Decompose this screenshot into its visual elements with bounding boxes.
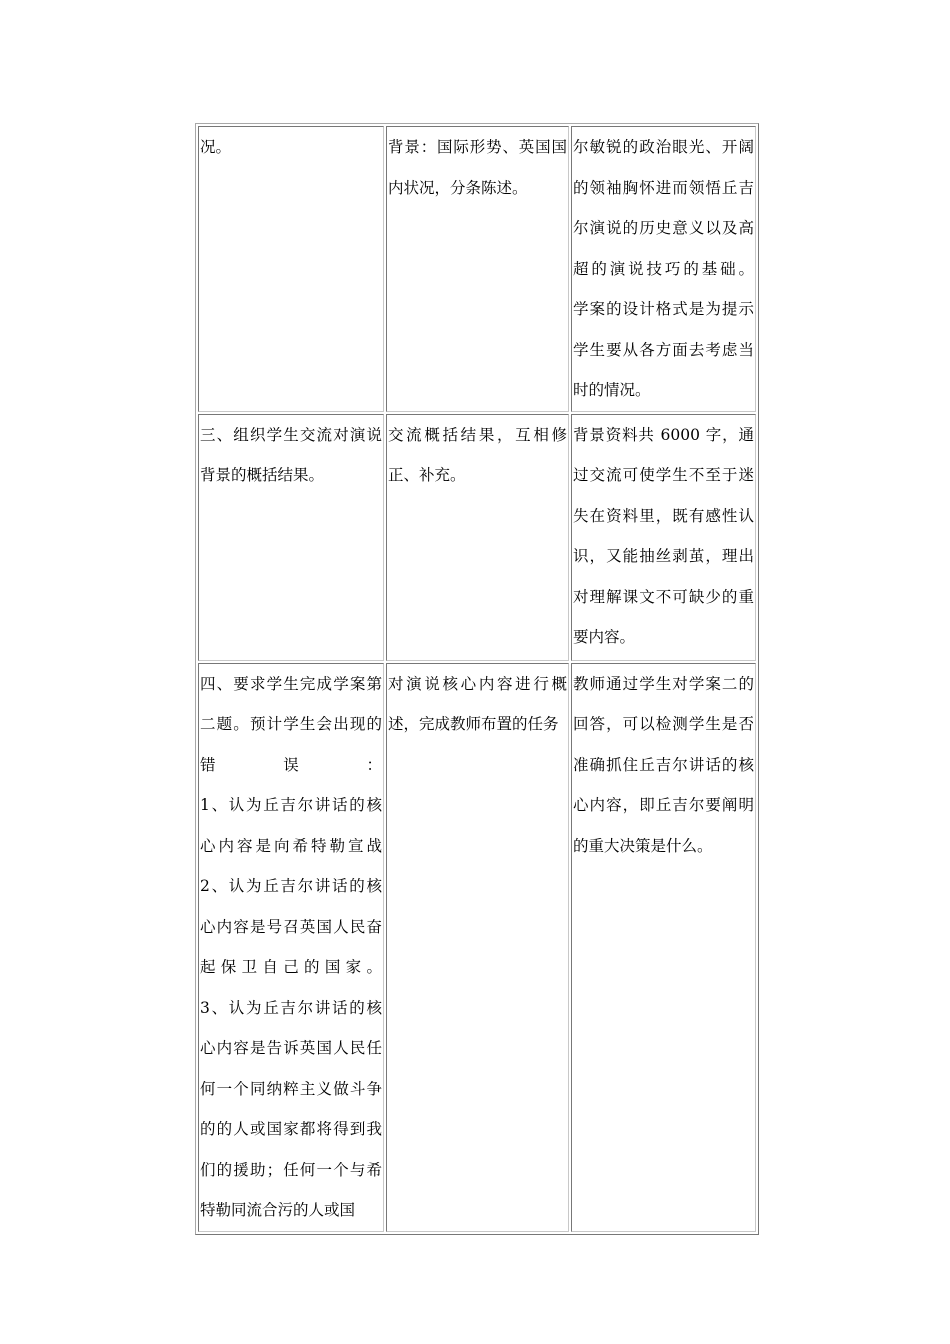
- cell-text-line: 对演说核心内容进行概: [388, 674, 567, 693]
- cell-text: [388, 415, 567, 496]
- cell-text-line: 要内容。: [573, 628, 636, 646]
- teacher-activity-cell: [198, 126, 384, 412]
- cell-text-line: 错误：: [200, 755, 382, 774]
- cell-text-line: 教师通过学生对学案二的: [573, 674, 754, 693]
- cell-text-line: 2、认为丘吉尔讲话的核: [200, 877, 382, 895]
- cell-text-line: 尔演说的历史意义以及高: [573, 219, 754, 237]
- table-row: [198, 126, 756, 412]
- cell-text-line: 的领袖胸怀进而领悟丘吉: [573, 178, 754, 197]
- cell-text-line: 何一个同纳粹主义做斗争: [200, 1079, 382, 1098]
- cell-text-line: 四、要求学生完成学案第: [200, 674, 382, 693]
- student-activity-cell: [386, 126, 569, 412]
- cell-text-line: 3、认为丘吉尔讲话的核: [200, 998, 382, 1017]
- cell-text-line: 二题。预计学生会出现的: [200, 715, 382, 733]
- teacher-activity-cell: [198, 414, 384, 661]
- cell-text-line: 失在资料里，既有感性认: [573, 506, 754, 525]
- cell-text-line: 背景资料共 6000 字，通: [573, 425, 754, 444]
- table-row: [198, 663, 756, 1232]
- cell-text-line: 回答，可以检测学生是否: [573, 715, 754, 733]
- cell-text-line: 的的人或国家都将得到我: [200, 1120, 382, 1138]
- cell-text: [388, 664, 567, 745]
- cell-text-line: 对理解课文不可缺少的重: [573, 587, 754, 606]
- cell-text: [573, 127, 754, 411]
- cell-text: [388, 127, 567, 208]
- cell-text-line: 交流概括结果，互相修: [388, 425, 567, 444]
- cell-text-line: 时的情况。: [573, 381, 651, 399]
- cell-text-line: 1、认为丘吉尔讲话的核: [200, 796, 382, 814]
- cell-text-line: 们的援助；任何一个与希: [200, 1160, 382, 1179]
- cell-text-line: 况。: [200, 138, 232, 156]
- cell-text-line: 尔敏锐的政治眼光、开阔: [573, 138, 754, 156]
- cell-text-line: 起保卫自己的国家。: [200, 958, 382, 976]
- cell-text-line: 背景的概括结果。: [200, 466, 325, 484]
- cell-text: [573, 415, 754, 658]
- cell-text-line: 的重大决策是什么。: [573, 836, 713, 855]
- cell-text-line: 背景：国际形势、英国国: [388, 138, 567, 156]
- cell-text-line: 过交流可使学生不至于迷: [573, 466, 754, 484]
- cell-text-line: 述，完成教师布置的任务: [388, 715, 559, 733]
- cell-text-line: 内状况，分条陈述。: [388, 178, 528, 197]
- design-intent-cell: [571, 663, 756, 1232]
- cell-text-line: 学生要从各方面去考虑当: [573, 340, 754, 359]
- cell-text-line: 心内容是号召英国人民奋: [200, 917, 382, 936]
- cell-text-line: 超的演说技巧的基础。: [573, 259, 754, 278]
- lesson-plan-table-body: [198, 126, 756, 1232]
- cell-text: [573, 664, 754, 867]
- cell-text-line: 学案的设计格式是为提示: [573, 300, 754, 318]
- cell-text-line: 三、组织学生交流对演说: [200, 425, 382, 444]
- cell-text: [200, 664, 382, 1231]
- cell-text-line: 识，又能抽丝剥茧，理出: [573, 547, 754, 565]
- design-intent-cell: [571, 126, 756, 412]
- cell-text: [200, 127, 382, 168]
- cell-text-line: 心内容是告诉英国人民任: [200, 1039, 382, 1057]
- cell-text-line: 特勒同流合污的人或国: [200, 1201, 356, 1219]
- table-row: [198, 414, 756, 661]
- cell-text-line: 准确抓住丘吉尔讲话的核: [573, 755, 754, 774]
- cell-text: [200, 415, 382, 496]
- cell-text-line: 心内容，即丘吉尔要阐明: [573, 796, 754, 814]
- cell-text-line: 心内容是向希特勒宣战: [200, 836, 382, 855]
- student-activity-cell: [386, 663, 569, 1232]
- design-intent-cell: [571, 414, 756, 661]
- student-activity-cell: [386, 414, 569, 661]
- cell-text-line: 正、补充。: [388, 466, 466, 484]
- teacher-activity-cell: [198, 663, 384, 1232]
- lesson-plan-table: [195, 123, 759, 1235]
